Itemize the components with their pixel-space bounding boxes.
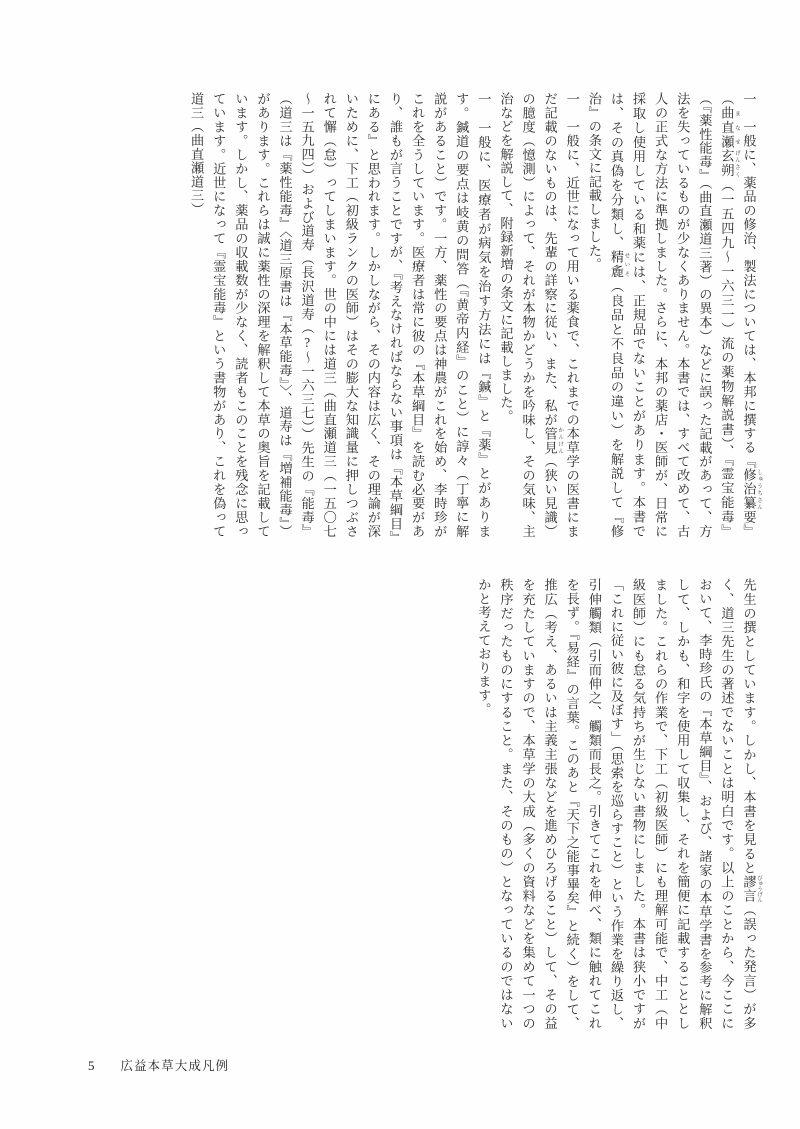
ruby-shuujisan: 修治纂 しゅうちさん — [741, 468, 762, 511]
running-head: 広益本草大成凡例 — [120, 1059, 230, 1073]
ruby-kanken: 管見 かんけん — [542, 426, 564, 455]
body-text-block-one — [86, 92, 762, 538]
body-text-block-two — [362, 578, 762, 1030]
ruby-manase: 曲直瀬 まなせ — [719, 106, 740, 150]
ruby-byuugen: 謬言 びゅうげん — [741, 874, 762, 903]
ruby-gensaku: 玄朔 げんさく — [719, 149, 740, 179]
page-number: 5 — [88, 1058, 95, 1073]
paragraph-group-two: 先生の撰としています。しかし、本書を見ると謬言 びゅうげん（誤った発言）が多く、道三先生の著述でないことは明白です。以上のことから、今ここにおいて、李時珍氏の『本草綱目』、および、諸家の本草学書を参考に解釈して、しかも、和字を使用して収集し、それを簡便に記載することとしました。これらの作業で、下工（初級医師）にも理解可能で、中工（中級医師）にも怠る気持ちが生じない書物にしました。本書は狭小ですが「これに従い彼に及ぼす」（思索を巡らすこと）という作業を繰り返し、引伸觸類（引而伸之、觸類而長之。引きてこれを伸べ、類に触れてこれを長ず。『易経』の言葉。このあと『天下之能事畢矣』と続く）をして、推広（考え、あるいは主義主張などを進めひろげること）して、その益を充たしていますので、本草学の大成（多くの資料などを集めて一つの秩序だったものにすること。また、そのもの）となっているのではないかと考えております。 — [476, 578, 762, 1030]
ruby-seiso: 精麁 せいそ — [608, 250, 630, 280]
paragraph-group-one: 一 一般に、薬品の修治、製法については、本邦に撰する『修治纂 しゅうちさん要』（曲直瀬 まなせ玄朔 げんさく（一五四九～一六三一）流の薬物解説書）、『霊宝能毒』（『薬性能毒』（曲直瀬道三著）の異本）などに誤った記載があって、方法を失っているものが少なくありません。本書では、すべて改めて、古人の正式な方法に準拠しました。さらに、本邦の薬店・医師が、日常に採取し使用している和薬には、正規品でないことがあります。本書では、その真偽を分類し、精麁 せいそ（良品と不良品の違い）を解説して『修治』の条文に記載しました。 一 一般に、近世になって用いる薬食で、これまでの本草学の医書にまだ記載のないものは、先輩の詳察に従い、また、私が管見 かんけん（狭い見識）の臆度（憶測）によって、それが本物かどうかを吟味し、その気味、主治などを解説して、附録新増の条文に記載しました。 一 一般に、医療者が病気を治す方法には『鍼』と『薬』とがあります。鍼道の要点は岐黄の問答（『黄帝内経』のこと）に諄々（丁寧に解説があること）です。一方、薬性の要点は神農がこれを始め、李時珍がこれを全うしています。医療者は常に彼の『本草綱目』を読む必要があり、誰もが言うことですが、『考えなければならない事項は『本草綱目』にある』と思われます。しかしながら、その内容は広く、その理論が深いために、下工（初級ランクの医師）はその膨大な知識量に押しつぶされて懈（怠）ってしまいます。世の中には道三（曲直瀬道三（一五〇七～一五九四））および道寿（長沢道寿（?～一六三七））先生の『能毒』（道三は『薬性能毒』〈道三原書は『本草能毒』〉、道寿は『増補能毒』）があります。これらは誠に薬性の深理を解釈して本草の奥旨を記載しています。しかし、薬品の収載数が少なく、読者もこのことを残念に思っています。近世になって『霊宝能毒』という書物があり、これを偽って道三（曲直瀬道三） — [189, 92, 762, 538]
page-footer — [88, 1056, 229, 1074]
